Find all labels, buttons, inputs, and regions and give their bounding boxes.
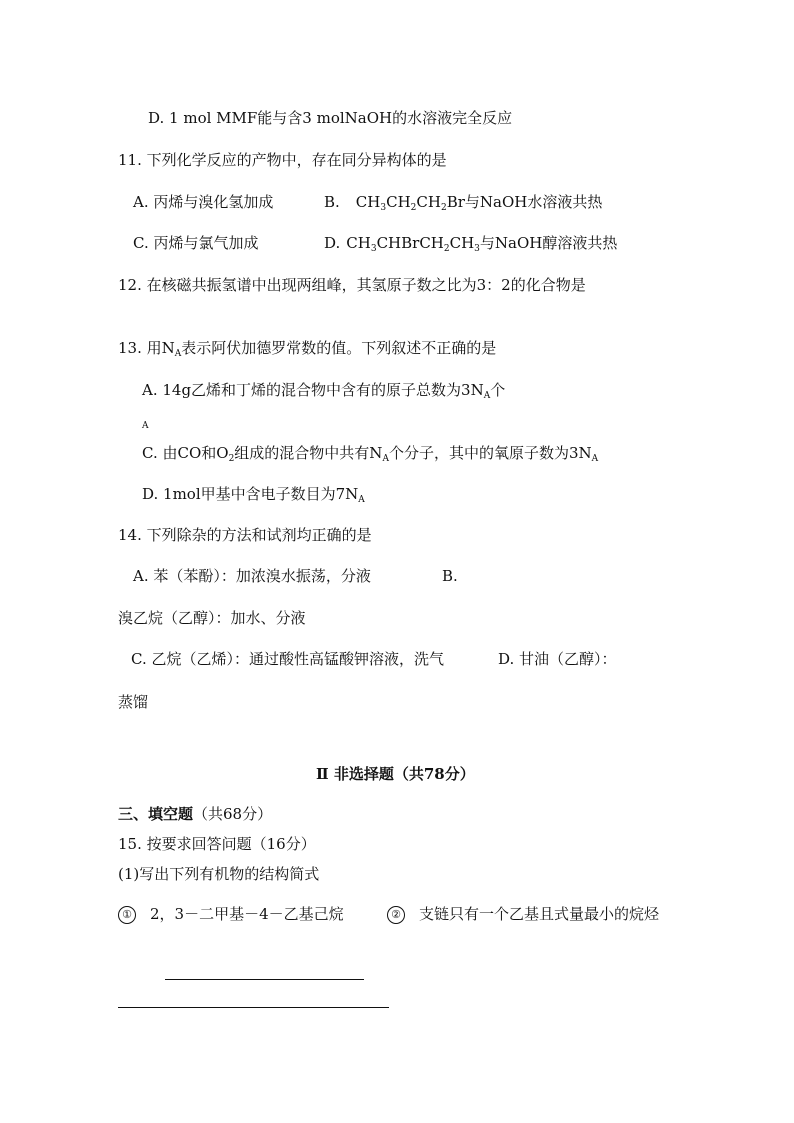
- q15-item-2: [387, 904, 659, 924]
- answer-blank-1[interactable]: [165, 979, 364, 980]
- q14-stem: 14. 下列除杂的方法和试剂均正确的是: [118, 526, 372, 544]
- q15-subquestion-1: (1)写出下列有机物的结构简式: [118, 865, 320, 883]
- q13-option-d-sub: A: [358, 495, 365, 505]
- q15-stem: 15. 按要求回答问题（16分）: [118, 835, 316, 853]
- q15-item-1: [118, 904, 344, 924]
- item-2-text: 支链只有一个乙基且式量最小的烷烃: [419, 905, 660, 923]
- q12-stem: 12. 在核磁共振氢谱中出现两组峰，其氢原子数之比为3：2的化合物是: [118, 276, 586, 294]
- q11-option-d: [324, 233, 617, 253]
- q13-option-c-mid2: 个分子，其中的氧原子数为3N: [388, 444, 592, 462]
- q13-option-c-mid1: 组成的混合物中共有N: [234, 444, 383, 462]
- q13-option-d-text: D. 1mol甲基中含电子数目为7N: [142, 485, 359, 503]
- q14-option-c: C. 乙烷（乙烯）：通过酸性高锰酸钾溶液，洗气: [131, 650, 444, 668]
- q11-option-a: A. 丙烯与溴化氢加成: [133, 193, 274, 211]
- q13-stem-pre: 13. 用N: [118, 339, 175, 357]
- answer-blank-2[interactable]: [118, 1007, 389, 1008]
- item-1-number: ①: [118, 906, 136, 924]
- q14-option-d: D. 甘油（乙醇）：: [498, 650, 617, 668]
- q11-option-b-label: B.: [324, 193, 340, 211]
- section-title-text: 三、填空题: [118, 805, 194, 823]
- q13-option-c-sub3: A: [591, 454, 599, 464]
- q11-option-d-text: 与NaOH醇溶液共热: [479, 234, 618, 252]
- q13-option-a-text: A. 14g乙烯和丁烯的混合物中含有的原子总数为3N: [142, 381, 484, 399]
- q13-option-c: [142, 443, 598, 463]
- q14-option-b: 溴乙烷（乙醇）：加水、分液: [118, 609, 306, 627]
- q14-option-a: A. 苯（苯酚）：加浓溴水振荡，分液: [133, 567, 371, 585]
- q13-stem-sub: A: [174, 349, 182, 359]
- q11-option-d-label: D.: [324, 234, 341, 252]
- q14-option-d-continued: 蒸馏: [118, 693, 149, 711]
- q13-option-a: [142, 380, 505, 400]
- q13-stem: [118, 338, 496, 358]
- q11-option-c: C. 丙烯与氯气加成: [133, 234, 259, 252]
- section-title-score: （共68分）: [193, 805, 273, 823]
- q13-option-c-sub2: A: [382, 454, 389, 464]
- q11-option-d-formula: $CH_3CHBrCH_2CH_3$: [346, 234, 480, 254]
- part2-heading: Ⅱ 非选择题（共78分）: [316, 765, 475, 783]
- q13-option-a-sub: A: [483, 391, 491, 401]
- item-2-number: ②: [387, 906, 405, 924]
- item-1-text: 2，3－二甲基－4－乙基己烷: [150, 905, 344, 923]
- q11-option-b-formula: $CH_3CH_2CH_2Br$: [355, 193, 465, 213]
- section-title: [118, 804, 272, 824]
- q11-option-b: [324, 192, 602, 212]
- q14-option-b-label: B.: [442, 567, 458, 585]
- q11-option-b-text: 与NaOH水溶液共热: [464, 193, 603, 211]
- q13-option-d: [142, 484, 365, 504]
- q13-stem-post: 表示阿伏加德罗常数的值。下列叙述不正确的是: [181, 339, 497, 357]
- q11-stem: 11. 下列化学反应的产物中，存在同分异构体的是: [118, 151, 447, 169]
- q13-option-a-tail: 个: [490, 381, 506, 399]
- q10-option-d: D. 1 mol MMF能与含3 molNaOH的水溶液完全反应: [148, 109, 513, 127]
- q13-stray-subscript: A: [142, 421, 149, 431]
- q13-option-c-sub1: 2: [228, 454, 235, 464]
- q13-option-c-pre: C. 由CO和O: [142, 444, 229, 462]
